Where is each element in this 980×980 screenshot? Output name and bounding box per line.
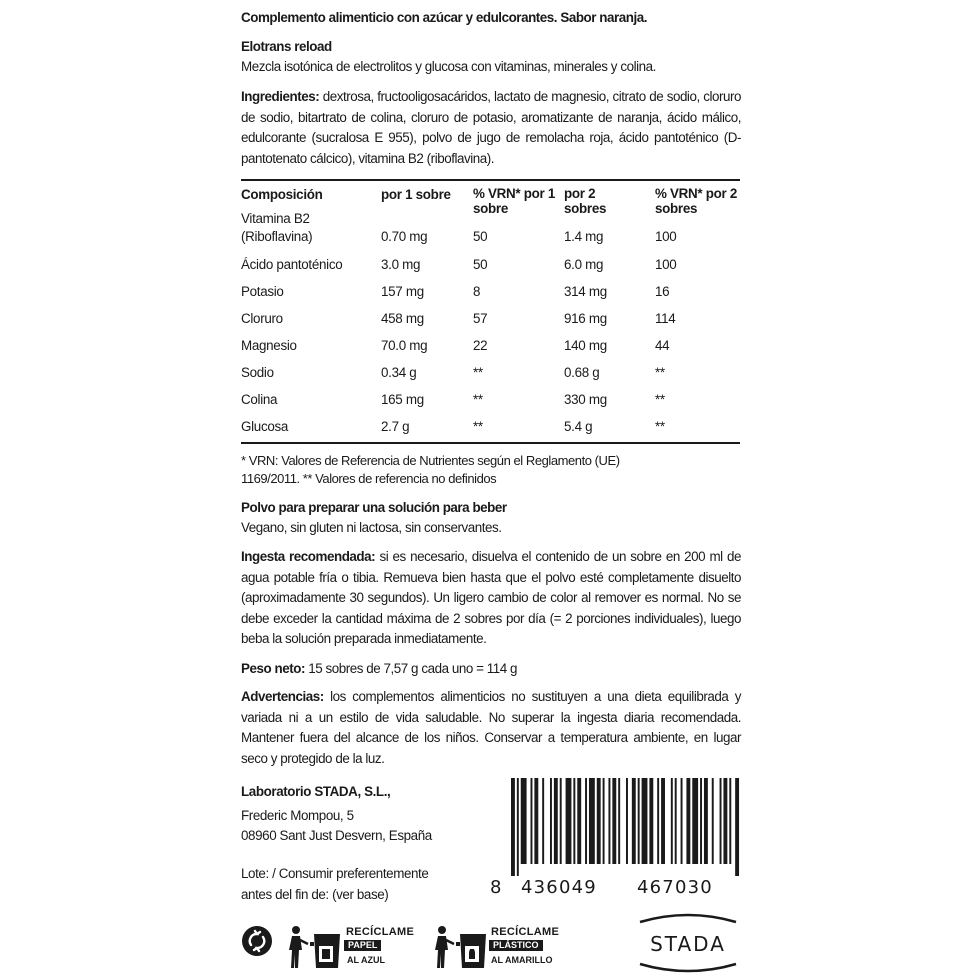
cell-per2: 140 mg xyxy=(564,338,607,353)
cell-per1: 0.70 mg xyxy=(381,229,428,244)
barcode-bar xyxy=(530,778,532,864)
header-per2: por 2 sobres xyxy=(564,186,607,216)
table-row xyxy=(241,390,740,410)
barcode-bar xyxy=(735,778,739,876)
cell-vrn2: 16 xyxy=(655,284,670,299)
barcode-bar xyxy=(626,778,628,864)
cell-per2: 1.4 mg xyxy=(564,229,604,244)
barcode-bar xyxy=(720,778,722,864)
barcode-bar xyxy=(657,778,659,864)
barcode-bar xyxy=(608,778,610,864)
cell-vrn1: ** xyxy=(473,365,483,380)
barcode-bar xyxy=(542,778,544,864)
net-weight xyxy=(241,659,741,680)
recycle-plastic-title: RECÍCLAME xyxy=(491,926,560,938)
barcode-bar xyxy=(649,778,653,864)
barcode-bar xyxy=(560,778,562,864)
warnings xyxy=(241,687,741,769)
barcode-bar xyxy=(723,778,727,864)
table-bottom-rule xyxy=(241,442,740,444)
cell-vrn2: ** xyxy=(655,419,665,434)
barcode-bar xyxy=(534,778,538,864)
stada-logo xyxy=(636,912,740,974)
cell-name: Magnesio xyxy=(241,338,297,353)
preparation-subtitle: Vegano, sin gluten ni lactosa, sin conservantes. xyxy=(241,520,502,535)
cell-per2: 314 mg xyxy=(564,284,607,299)
barcode-bar xyxy=(692,778,698,864)
product-description: Mezcla isotónica de electrolitos y glucosa con vitaminas, minerales y colina. xyxy=(241,59,656,74)
cell-name: Colina xyxy=(241,392,278,407)
recycle-plastic-material: PLÁSTICO xyxy=(489,940,543,951)
barcode-bar xyxy=(511,778,515,876)
barcode-bar xyxy=(681,778,683,864)
net-weight-label: Peso neto: xyxy=(241,661,305,676)
recycle-plastic-bin: AL AMARILLO xyxy=(491,955,553,965)
table-row xyxy=(241,417,740,437)
warnings-text: los complementos alimenticios no sustituyen a una dieta equilibrada y variada ni a un estilo de vida saludable. No superar la ingesta diaria recomendada. Mantener fuera del alcance de los niños. Conservar a temperatura ambiente, en lugar seco y protegido de la luz. xyxy=(241,689,741,766)
cell-per2: 916 mg xyxy=(564,311,607,326)
intake-text: si es necesario, disuelva el contenido de un sobre en 200 ml de agua potable fría o tibia. Remueva bien hasta que el polvo esté completamente disuelto (aproximadamente 30 segundos). Un ligero cambio de color al remover es normal. No se debe exceder la cantidad máxima de 2 sobres por día (= 2 porciones individuales), luego beba la solución preparada inmediatamente. xyxy=(241,549,741,646)
cell-name: Cloruro xyxy=(241,311,283,326)
recommended-intake xyxy=(241,547,741,650)
product-name: Elotrans reload xyxy=(241,39,332,54)
barcode-bar xyxy=(661,778,665,864)
header-vrn2: % VRN* por 2 sobres xyxy=(655,186,737,216)
barcode-bar xyxy=(573,778,575,864)
barcode xyxy=(511,778,741,876)
cell-name: Potasio xyxy=(241,284,284,299)
cell-per1: 70.0 mg xyxy=(381,338,428,353)
barcode-bar xyxy=(585,778,587,864)
preparation-title: Polvo para preparar una solución para beber xyxy=(241,500,507,515)
cell-per2: 5.4 g xyxy=(564,419,593,434)
ingredients-text: dextrosa, fructooligosacáridos, lactato de magnesio, citrato de sodio, cloruro de sodio, bitartrato de colina, cloruro de potasio, aromatizante de naranja, ácido málico, edulcorante (sucralosa E 955), polvo de jugo de remolacha roja, ácido pantoténico (D-pantotenato cálcico), vitamina B2 (riboflavina). xyxy=(241,89,741,166)
ingredients xyxy=(241,87,741,169)
manufacturer-street: Frederic Mompou, 5 xyxy=(241,808,354,823)
cell-vrn1: 50 xyxy=(473,229,488,244)
cell-vrn2: ** xyxy=(655,365,665,380)
brand-name: STADA xyxy=(650,932,726,956)
barcode-bar xyxy=(642,778,648,864)
barcode-bar xyxy=(638,778,640,864)
lot-line1: Lote: / Consumir preferentemente xyxy=(241,866,429,881)
table-row xyxy=(241,336,740,356)
cell-name: Ácido pantoténico xyxy=(241,257,343,272)
cell-vrn2: 100 xyxy=(655,229,677,244)
cell-per1: 3.0 mg xyxy=(381,257,421,272)
recycle-paper-bin: AL AZUL xyxy=(347,955,385,965)
cell-per1: 165 mg xyxy=(381,392,424,407)
cell-per2: 0.68 g xyxy=(564,365,600,380)
table-footnote: * VRN: Valores de Referencia de Nutrientes según el Reglamento (UE) 1169/2011. ** Valores de referencia no definidos xyxy=(241,453,620,486)
barcode-bar xyxy=(603,778,605,864)
intake-label: Ingesta recomendada: xyxy=(241,549,376,564)
barcode-bar xyxy=(597,778,601,864)
barcode-bar xyxy=(632,778,636,864)
ingredients-label: Ingredientes: xyxy=(241,89,320,104)
barcode-bar xyxy=(729,778,731,864)
recycle-symbol-icon xyxy=(241,925,273,957)
header-title: Complemento alimenticio con azúcar y edulcorantes. Sabor naranja. xyxy=(241,10,648,25)
table-row xyxy=(241,227,740,247)
cell-vrn2: 114 xyxy=(655,311,676,326)
cell-per1: 0.34 g xyxy=(381,365,417,380)
cell-per1: 157 mg xyxy=(381,284,424,299)
recycle-paper-title: RECÍCLAME xyxy=(346,926,415,938)
warnings-label: Advertencias: xyxy=(241,689,324,704)
barcode-bar xyxy=(671,778,673,864)
table-row xyxy=(241,282,740,302)
cell-vrn1: 57 xyxy=(473,311,488,326)
cell-per1: 2.7 g xyxy=(381,419,410,434)
barcode-bar xyxy=(700,778,702,864)
barcode-bar xyxy=(589,778,595,864)
barcode-bar xyxy=(618,778,620,864)
cell-vrn1: ** xyxy=(473,419,483,434)
cell-per1: 458 mg xyxy=(381,311,424,326)
person-bin-icon xyxy=(432,924,488,970)
cell-name: Vitamina B2 (Riboflavina) xyxy=(241,211,313,244)
barcode-bar xyxy=(550,778,552,864)
header-composicion: Composición xyxy=(241,187,323,202)
barcode-bar xyxy=(517,778,519,876)
header-vrn1: % VRN* por 1 sobre xyxy=(473,186,555,216)
cell-vrn2: ** xyxy=(655,392,665,407)
cell-vrn1: 8 xyxy=(473,284,481,299)
cell-per2: 330 mg xyxy=(564,392,607,407)
barcode-bar xyxy=(521,778,527,864)
table-row xyxy=(241,255,740,275)
cell-vrn1: 22 xyxy=(473,338,488,353)
cell-vrn2: 44 xyxy=(655,338,670,353)
person-bin-icon xyxy=(286,924,342,970)
cell-vrn1: 50 xyxy=(473,257,488,272)
barcode-bar xyxy=(704,778,708,864)
barcode-bar xyxy=(612,778,616,864)
recycle-paper-material: PAPEL xyxy=(344,940,381,951)
barcode-bar xyxy=(577,778,581,864)
barcode-bar xyxy=(566,778,572,864)
table-top-rule xyxy=(241,179,740,181)
table-row xyxy=(241,363,740,383)
cell-name: Sodio xyxy=(241,365,274,380)
barcode-bar xyxy=(712,778,714,864)
net-weight-text: 15 sobres de 7,57 g cada uno = 114 g xyxy=(308,661,518,676)
cell-vrn1: ** xyxy=(473,392,483,407)
header-per1: por 1 sobre xyxy=(381,187,451,202)
manufacturer-city: 08960 Sant Just Desvern, España xyxy=(241,828,432,843)
cell-per2: 6.0 mg xyxy=(564,257,604,272)
barcode-bar xyxy=(675,778,677,864)
cell-name: Glucosa xyxy=(241,419,289,434)
composition-table xyxy=(241,185,740,434)
barcode-first-digit: 8 xyxy=(490,877,503,898)
barcode-left-digits: 436049 xyxy=(521,877,597,898)
manufacturer-name: Laboratorio STADA, S.L., xyxy=(241,784,391,799)
lot-line2: antes del fin de: (ver base) xyxy=(241,887,389,902)
cell-vrn2: 100 xyxy=(655,257,677,272)
barcode-right-digits: 467030 xyxy=(637,877,713,898)
barcode-bar xyxy=(686,778,690,864)
table-row xyxy=(241,309,740,329)
barcode-bar xyxy=(554,778,558,864)
